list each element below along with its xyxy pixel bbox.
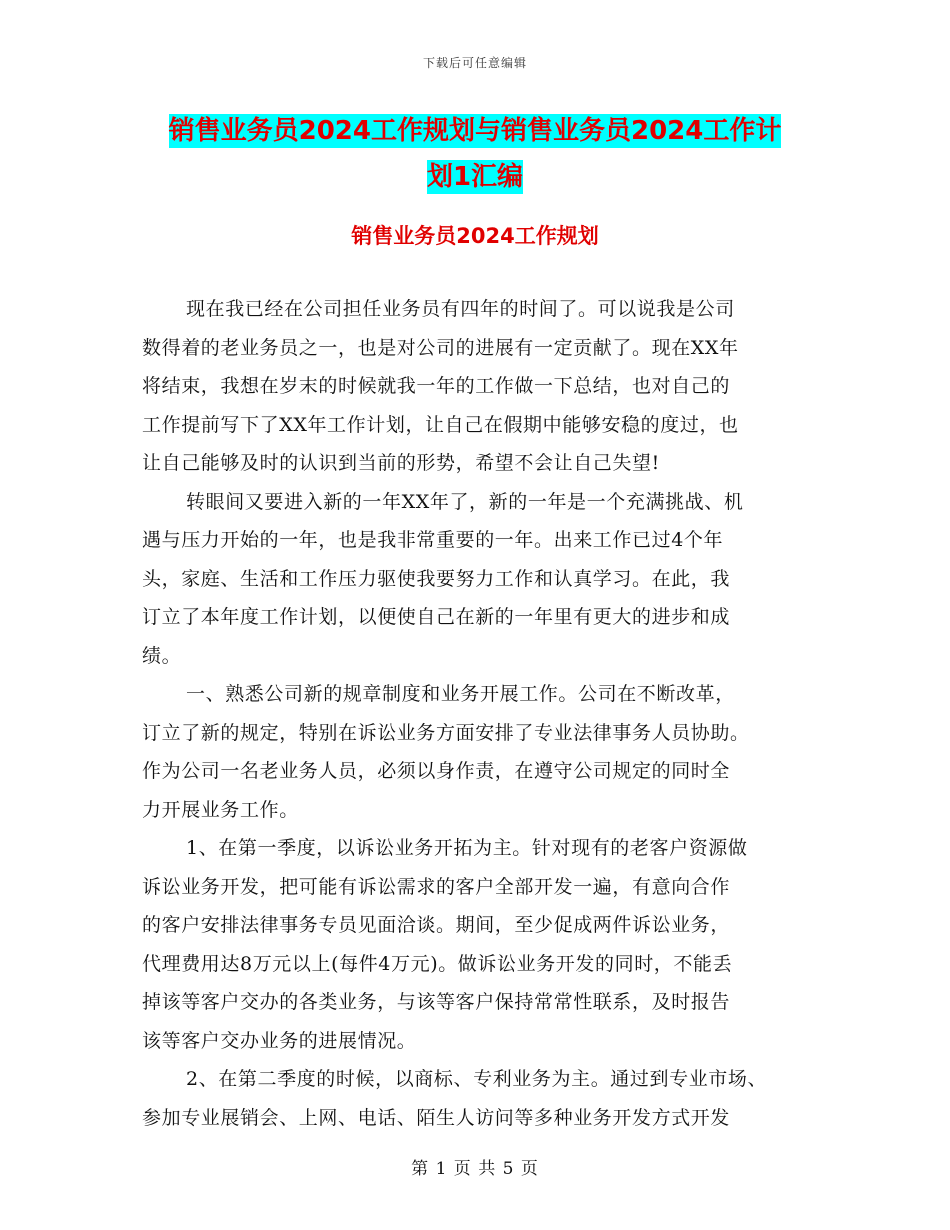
page-footer: 第 1 页 共 5 页 <box>411 1159 539 1179</box>
text-line: 让自己能够及时的认识到当前的形势，希望不会让自己失望! <box>142 452 660 474</box>
section-title: 销售业务员2024工作规划 <box>351 224 599 248</box>
text-line: 的客户安排法律事务专员见面洽谈。期间，至少促成两件诉讼业务， <box>142 914 731 936</box>
paragraph <box>142 290 810 483</box>
text-line: 掉该等客户交办的各类业务，与该等客户保持常常性联系，及时报告 <box>142 991 731 1013</box>
text-line: 遇与压力开始的一年，也是我非常重要的一年。出来工作已过4个年 <box>142 529 724 551</box>
text-line: 一、熟悉公司新的规章制度和业务开展工作。公司在不断改革， <box>186 683 735 705</box>
text-line: 数得着的老业务员之一，也是对公司的进展有一定贡献了。现在XX年 <box>142 336 739 359</box>
text-line: 2、在第二季度的时候，以商标、专利业务为主。通过到专业市场、 <box>186 1068 768 1090</box>
paragraph <box>142 675 810 829</box>
text-line: 将结束，我想在岁末的时候就我一年的工作做一下总结，也对自己的 <box>142 375 731 397</box>
text-line: 代理费用达8万元以上(每件4万元)。做诉讼业务开发的同时，不能丢 <box>142 952 733 975</box>
title-line-2: 划1汇编 <box>426 162 524 192</box>
text-line: 订立了新的规定，特别在诉讼业务方面安排了专业法律事务人员协助。 <box>142 721 750 744</box>
text-line: 绩。 <box>142 644 182 667</box>
text-line: 订立了本年度工作计划，以便使自己在新的一年里有更大的进步和成 <box>142 606 731 628</box>
text-line: 工作提前写下了XX年工作计划，让自己在假期中能够安稳的度过，也 <box>142 413 739 436</box>
paragraph <box>142 1060 810 1137</box>
text-line: 作为公司一名老业务人员，必须以身作责，在遵守公司规定的同时全 <box>142 760 731 782</box>
text-line: 诉讼业务开发，把可能有诉讼需求的客户全部开发一遍，有意向合作 <box>142 875 731 898</box>
text-line: 头，家庭、生活和工作压力驱使我要努力工作和认真学习。在此，我 <box>142 567 731 590</box>
paragraph <box>142 829 810 1060</box>
text-line: 力开展业务工作。 <box>142 798 299 821</box>
text-line: 现在我已经在公司担任业务员有四年的时间了。可以说我是公司 <box>186 298 735 320</box>
text-line: 该等客户交办业务的进展情况。 <box>142 1029 417 1052</box>
body-text <box>142 290 810 1137</box>
paragraph <box>142 483 810 676</box>
header-note: 下载后可任意编辑 <box>422 56 527 70</box>
text-line: 1、在第一季度，以诉讼业务开拓为主。针对现有的老客户资源做 <box>186 837 748 859</box>
title-line-1: 销售业务员2024工作规划与销售业务员2024工作计 <box>168 116 782 146</box>
text-line: 参加专业展销会、上网、电话、陌生人访问等多种业务开发方式开发 <box>142 1106 731 1129</box>
text-line: 转眼间又要进入新的一年XX年了，新的一年是一个充满挑战、机 <box>186 490 744 513</box>
document-title <box>0 108 950 200</box>
